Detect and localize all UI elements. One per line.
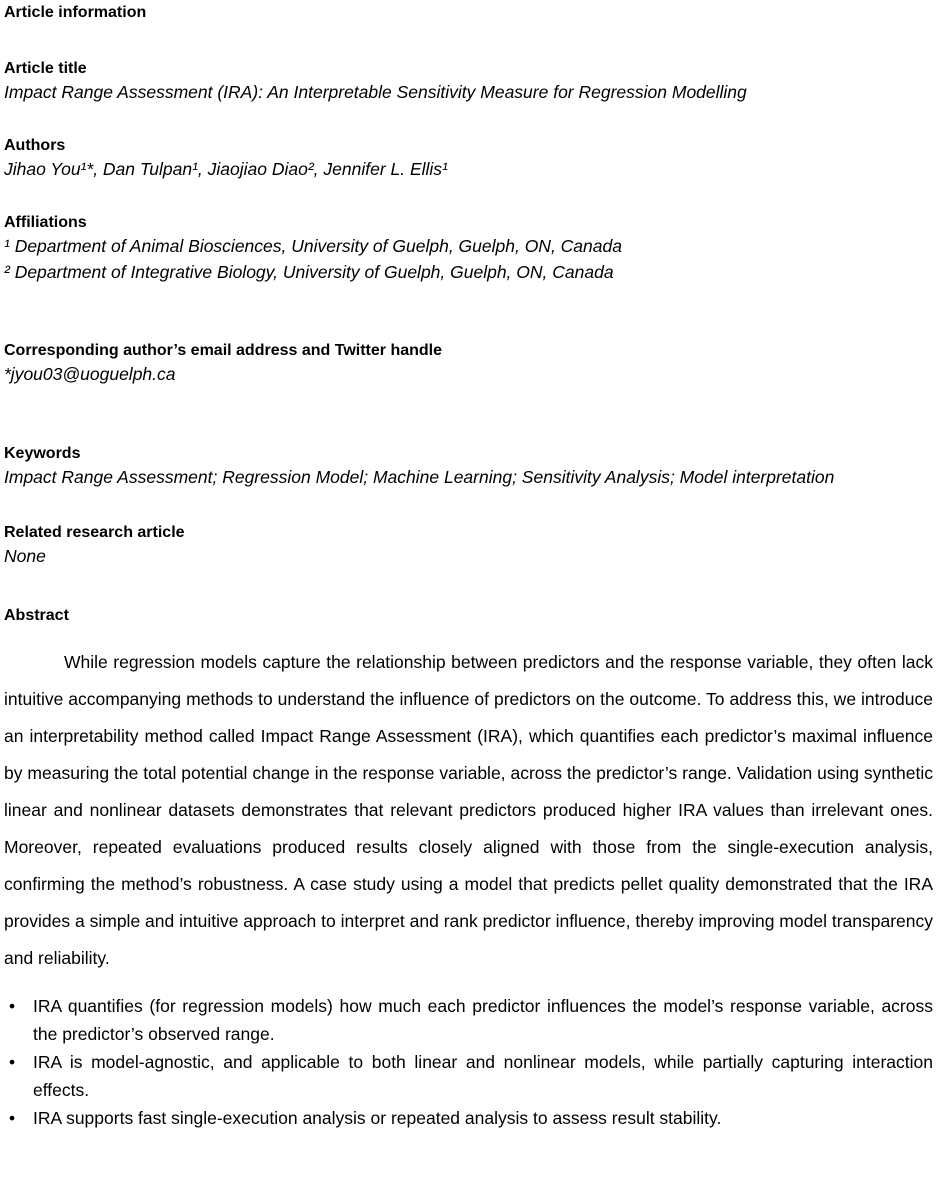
keywords-value: Impact Range Assessment; Regression Model; Machine Learning; Sensitivity Analysis; Model interpretation: [4, 467, 835, 487]
bullet-text-2: IRA is model-agnostic, and applicable to both linear and nonlinear models, while partially capturing interaction effects.: [33, 1052, 933, 1100]
field-related-research: [4, 522, 933, 569]
affiliation-line-1: ¹ Department of Animal Biosciences, University of Guelph, Guelph, ON, Canada: [4, 236, 622, 256]
field-authors: [4, 135, 933, 182]
bullet-icon: •: [9, 1108, 16, 1128]
abstract-highlights-list: [4, 992, 933, 1132]
article-title-value: Impact Range Assessment (IRA): An Interpretable Sensitivity Measure for Regression Modelling: [4, 82, 747, 102]
corresponding-label: Corresponding author’s email address and Twitter handle: [4, 342, 442, 359]
bullet-icon: •: [9, 1052, 16, 1072]
authors-label: Authors: [4, 137, 66, 154]
affiliations-label: Affiliations: [4, 214, 87, 231]
field-article-title: [4, 58, 933, 105]
list-item: [4, 1104, 933, 1132]
field-abstract: [4, 605, 933, 1132]
affiliation-line-2: ² Department of Integrative Biology, University of Guelph, Guelph, ON, Canada: [4, 262, 614, 282]
field-affiliations: [4, 212, 933, 285]
field-keywords: [4, 443, 933, 490]
abstract-label: Abstract: [4, 607, 69, 624]
authors-value: Jihao You¹*, Dan Tulpan¹, Jiaojiao Diao², Jennifer L. Ellis¹: [4, 159, 448, 179]
article-title-label: Article title: [4, 60, 87, 77]
bullet-text-3: IRA supports fast single-execution analysis or repeated analysis to assess result stability.: [33, 1108, 722, 1128]
related-value: None: [4, 546, 46, 566]
list-item: [4, 992, 933, 1048]
abstract-paragraph: While regression models capture the relationship between predictors and the response variable, they often lack intuitive accompanying methods to understand the influence of predictors on the outcome. To address this, we introduce an interpretability method called Impact Range Assessment (IRA), which quantifies each predictor’s maximal influence by measuring the total potential change in the response variable, across the predictor’s range. Validation using synthetic linear and nonlinear datasets demonstrates that relevant predictors produced higher IRA values than irrelevant ones. Moreover, repeated evaluations produced results closely aligned with those from the single-execution analysis, confirming the method’s robustness. A case study using a model that predicts pellet quality demonstrated that the IRA provides a simple and intuitive approach to interpret and rank predictor influence, thereby improving model transparency and reliability.: [4, 652, 933, 968]
corresponding-email: *jyou03@uoguelph.ca: [4, 364, 176, 384]
bullet-text-1: IRA quantifies (for regression models) how much each predictor influences the model’s response variable, across the predictor’s observed range.: [33, 996, 933, 1044]
list-item: [4, 1048, 933, 1104]
bullet-icon: •: [9, 996, 16, 1016]
field-corresponding-author: [4, 340, 933, 387]
related-label: Related research article: [4, 524, 185, 541]
keywords-label: Keywords: [4, 445, 81, 462]
section-title: Article information: [4, 4, 147, 21]
